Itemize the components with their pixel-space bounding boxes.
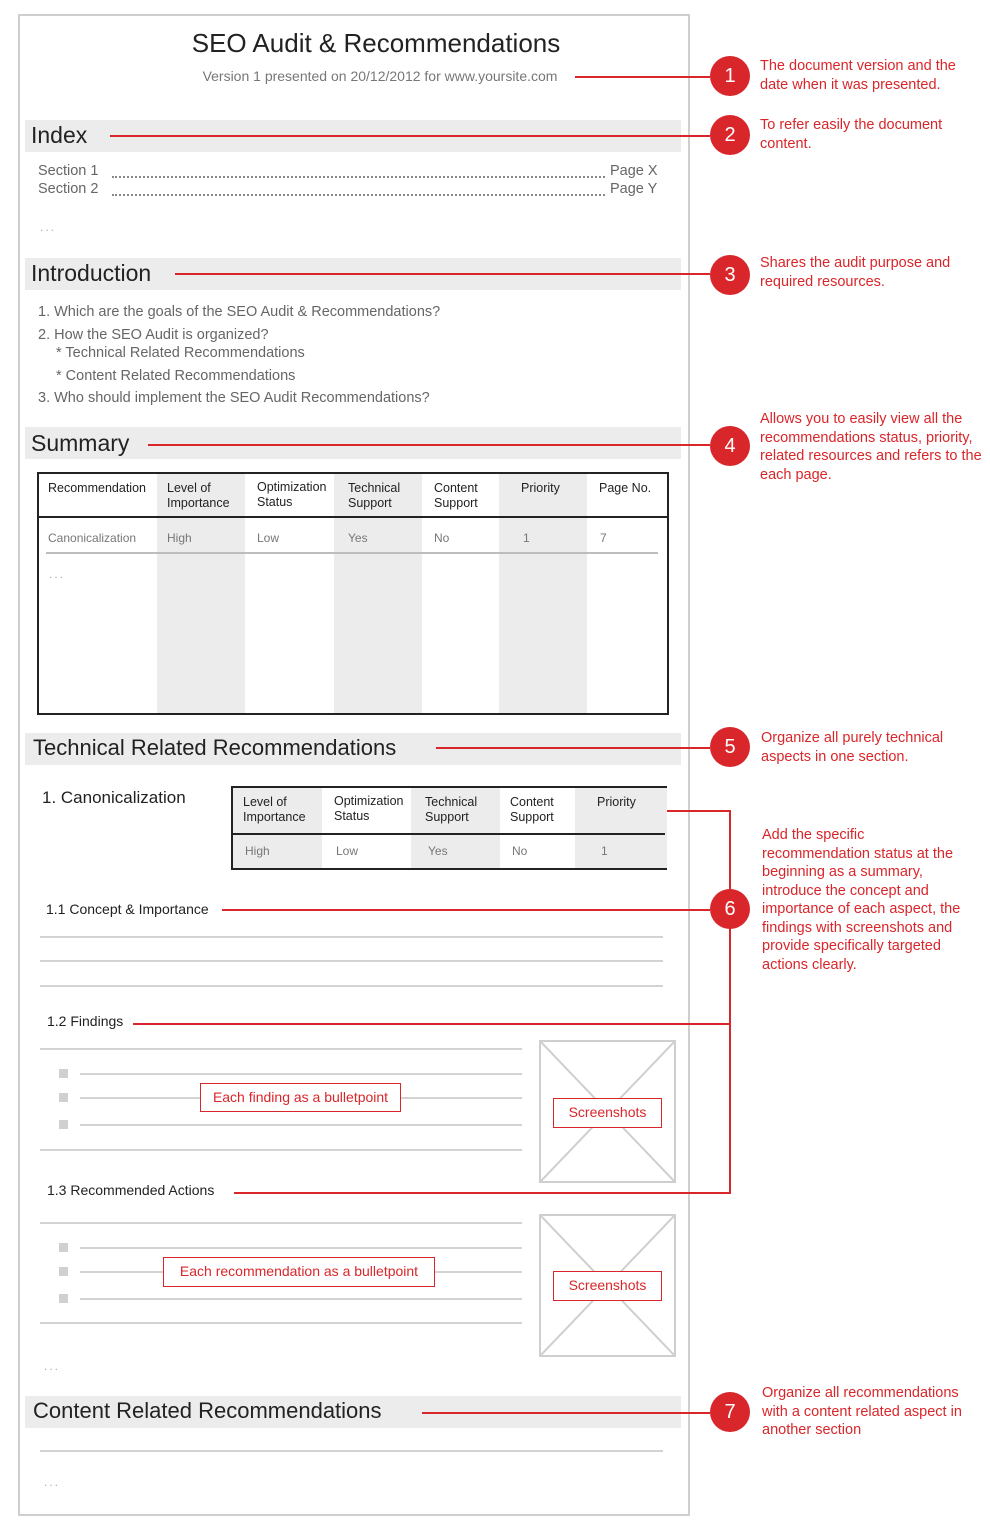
table-header-cell: Technical Support	[425, 795, 478, 824]
annotation-note-4: Allows you to easily view all the recommendations status, priority, related resources and refers to the each page.	[760, 411, 982, 483]
annotation-number-5: 5	[710, 727, 750, 767]
bracket-findings	[133, 1023, 731, 1025]
leader-line-4	[148, 444, 710, 446]
table-header-cell: Content Support	[510, 795, 554, 824]
table-cell: Yes	[348, 531, 368, 545]
technical-more: ...	[44, 1359, 61, 1373]
leader-line-3	[175, 273, 710, 275]
text-placeholder-line	[80, 1247, 522, 1249]
table-cell: Canonicalization	[48, 531, 137, 545]
table-header-cell: Page No.	[599, 481, 652, 495]
index-heading: Index	[31, 122, 88, 148]
table-cell: 1	[523, 531, 530, 545]
leader-line-2	[110, 135, 710, 137]
annotation-number-6: 6	[710, 889, 750, 929]
screenshots-label: Screenshots	[553, 1098, 662, 1128]
intro-item: * Technical Related Recommendations	[56, 345, 305, 361]
text-placeholder-line	[40, 1322, 522, 1324]
screenshot-placeholder	[539, 1214, 676, 1357]
table-cell: Yes	[428, 844, 448, 858]
annotation-number-7: 7	[710, 1392, 750, 1432]
screenshots-label: Screenshots	[553, 1271, 662, 1301]
annotation-note-1: The document version and the date when it was presented.	[760, 58, 956, 93]
annotation-number-1: 1	[710, 56, 750, 96]
text-placeholder-line	[80, 1124, 522, 1126]
text-placeholder-line	[40, 1048, 522, 1050]
index-entry-page: Page X	[610, 163, 658, 179]
table-header-cell: Level of Importance	[167, 481, 230, 510]
summary-table	[37, 472, 669, 715]
table-cell: Low	[257, 531, 280, 545]
introduction-heading: Introduction	[31, 260, 152, 286]
table-header-cell: Content Support	[434, 481, 478, 510]
index-entry-label: Section 1	[38, 163, 99, 179]
text-placeholder-line	[40, 1222, 522, 1224]
bullet-square	[59, 1120, 68, 1129]
table-header-cell: Recommendation	[48, 481, 146, 495]
index-more: ...	[40, 220, 57, 234]
intro-item: * Content Related Recommendations	[56, 368, 296, 384]
bullet-square	[59, 1294, 68, 1303]
table-header-divider	[39, 516, 667, 518]
document-title: SEO Audit & Recommendations	[191, 28, 561, 58]
document-version: Version 1 presented on 20/12/2012 for www.yoursite.com	[202, 68, 558, 84]
bracket-top	[667, 810, 731, 812]
actions-heading: 1.3 Recommended Actions	[47, 1182, 215, 1198]
table-column-shade	[499, 474, 587, 713]
table-header-cell: Optimization Status	[334, 794, 404, 823]
leader-line-5	[436, 747, 710, 749]
index-entry-dots	[112, 176, 605, 178]
table-more: ...	[49, 567, 66, 581]
table-cell: 1	[601, 844, 608, 858]
table-header-cell: Level of Importance	[243, 795, 306, 824]
findings-label: Each finding as a bulletpoint	[200, 1083, 401, 1112]
technical-item-title: 1. Canonicalization	[42, 788, 186, 807]
text-placeholder-line	[40, 985, 663, 987]
text-placeholder-line	[80, 1073, 522, 1075]
annotation-number-3: 3	[710, 255, 750, 295]
content-heading: Content Related Recommendations	[33, 1398, 382, 1423]
table-cell: No	[512, 844, 528, 858]
concept-heading: 1.1 Concept & Importance	[46, 901, 209, 917]
bullet-square	[59, 1069, 68, 1078]
table-header-divider	[233, 833, 665, 835]
bullet-square	[59, 1243, 68, 1252]
leader-line-7	[422, 1412, 710, 1414]
status-table	[231, 786, 667, 870]
table-cell: No	[434, 531, 450, 545]
leader-line-6	[222, 909, 710, 911]
annotation-note-6: Add the specific recommendation status at the beginning as a summary, introduce the concept and importance of each aspect, the findings with screenshots and provide specifically targeted actions clearly.	[762, 827, 961, 973]
table-cell: High	[245, 844, 270, 858]
annotation-number-4: 4	[710, 426, 750, 466]
text-placeholder-line	[80, 1298, 522, 1300]
leader-line-1	[575, 76, 710, 78]
text-placeholder-line	[40, 960, 663, 962]
table-row-divider	[46, 552, 658, 554]
intro-item: 2. How the SEO Audit is organized?	[38, 327, 269, 343]
annotation-note-7: Organize all recommendations with a content related aspect in another section	[762, 1385, 962, 1438]
actions-label: Each recommendation as a bulletpoint	[163, 1257, 435, 1287]
table-header-cell: Technical Support	[348, 481, 401, 510]
text-placeholder-line	[40, 1450, 663, 1452]
table-cell: High	[167, 531, 192, 545]
table-cell: Low	[336, 844, 359, 858]
index-entry-dots	[112, 194, 605, 196]
annotation-note-2: To refer easily the document content.	[760, 117, 943, 152]
index-entry-label: Section 2	[38, 181, 99, 197]
bracket-vertical	[729, 810, 731, 1194]
table-cell: 7	[600, 531, 607, 545]
annotation-note-5: Organize all purely technical aspects in one section.	[761, 730, 944, 765]
annotation-note-3: Shares the audit purpose and required resources.	[760, 255, 951, 290]
screenshot-placeholder	[539, 1040, 676, 1183]
intro-item: 3. Who should implement the SEO Audit Recommendations?	[38, 390, 430, 406]
bullet-square	[59, 1093, 68, 1102]
bracket-actions	[234, 1192, 731, 1194]
text-placeholder-line	[40, 936, 663, 938]
text-placeholder-line	[40, 1149, 522, 1151]
content-more: ...	[44, 1475, 61, 1489]
intro-item: 1. Which are the goals of the SEO Audit & Recommendations?	[38, 304, 441, 320]
table-header-cell: Priority	[521, 481, 560, 495]
table-header-cell: Priority	[597, 795, 636, 809]
technical-heading: Technical Related Recommendations	[33, 735, 397, 760]
table-header-cell: Optimization Status	[257, 480, 327, 509]
annotation-number-2: 2	[710, 115, 750, 155]
summary-heading: Summary	[31, 430, 130, 456]
bullet-square	[59, 1267, 68, 1276]
index-entry-page: Page Y	[610, 181, 658, 197]
findings-heading: 1.2 Findings	[47, 1013, 124, 1029]
